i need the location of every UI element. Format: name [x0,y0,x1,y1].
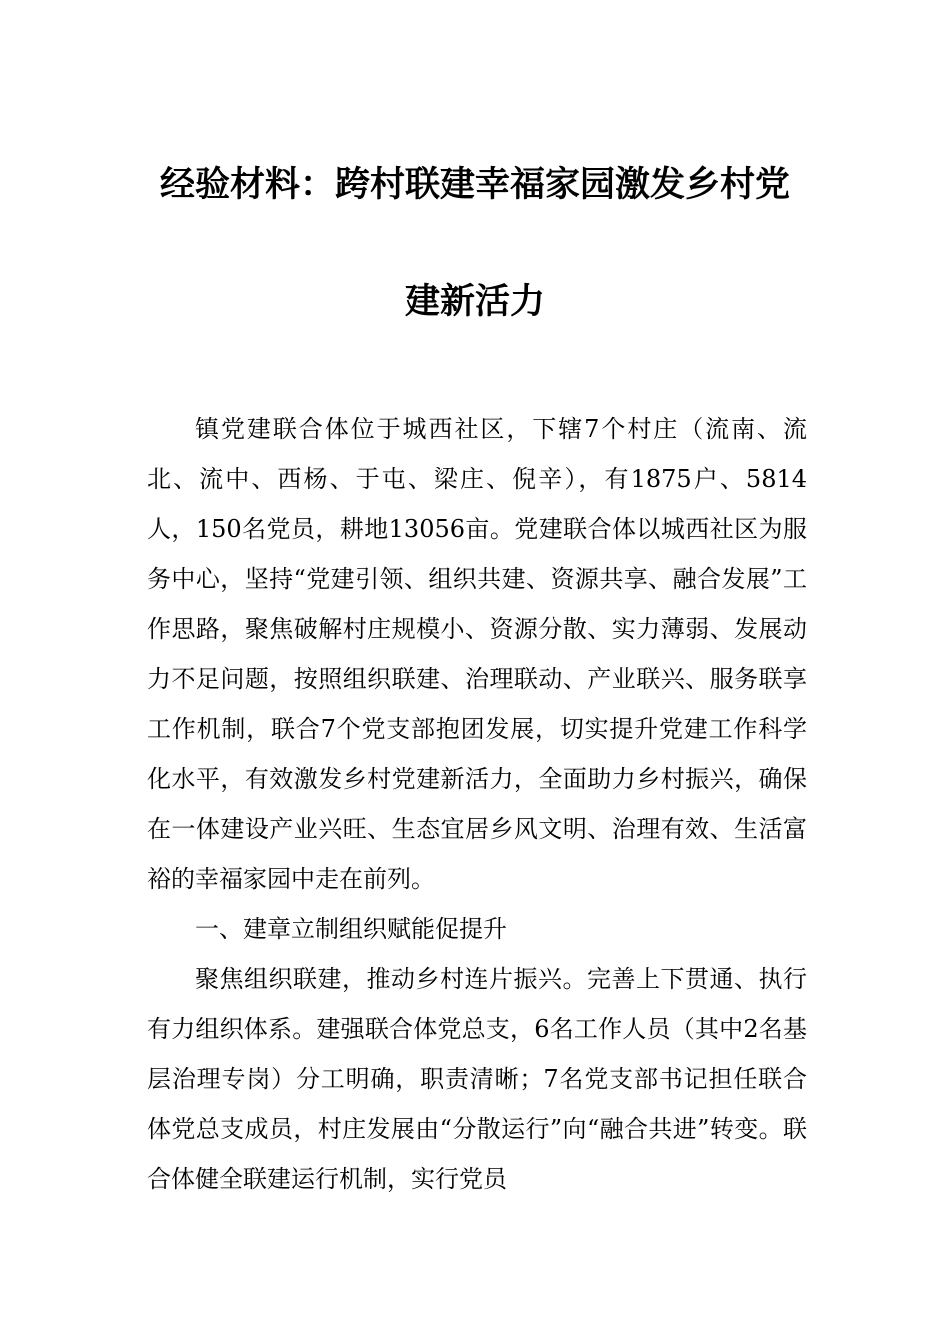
section-heading-1: 一、建章立制组织赋能促提升 [195,915,507,943]
document-title-line-2: 建新活力 [404,281,545,322]
section-1-paragraph: 聚焦组织联建，推动乡村连片振兴。完善上下贯通、执行有力组织体系。建强联合体党总支，6名工作人员（其中2名基层治理专岗）分工明确，职责清晰；7名党支部书记担任联合体党总支成员，村庄发展由“分散运行”向“融合共进”转变。联合体健全联建运行机制，实行党员 [147,965,807,1193]
intro-paragraph: 镇党建联合体位于城西社区，下辖7个村庄（流南、流北、流中、西杨、于屯、梁庄、倪辛），有1875户、5814人，150名党员，耕地13056亩。党建联合体以城西社区为服务中心，坚持“党建引领、组织共建、资源共享、融合发展”工作思路，聚焦破解村庄规模小、资源分散、实力薄弱、发展动力不足问题，按照组织联建、治理联动、产业联兴、服务联享工作机制，联合7个党支部抱团发展，切实提升党建工作科学化水平，有效激发乡村党建新活力，全面助力乡村振兴，确保在一体建设产业兴旺、生态宜居乡风文明、治理有效、生活富裕的幸福家园中走在前列。 [147,415,807,893]
document-title-line-1: 经验材料：跨村联建幸福家园激发乡村党 [159,164,790,205]
document-body [147,404,807,1204]
